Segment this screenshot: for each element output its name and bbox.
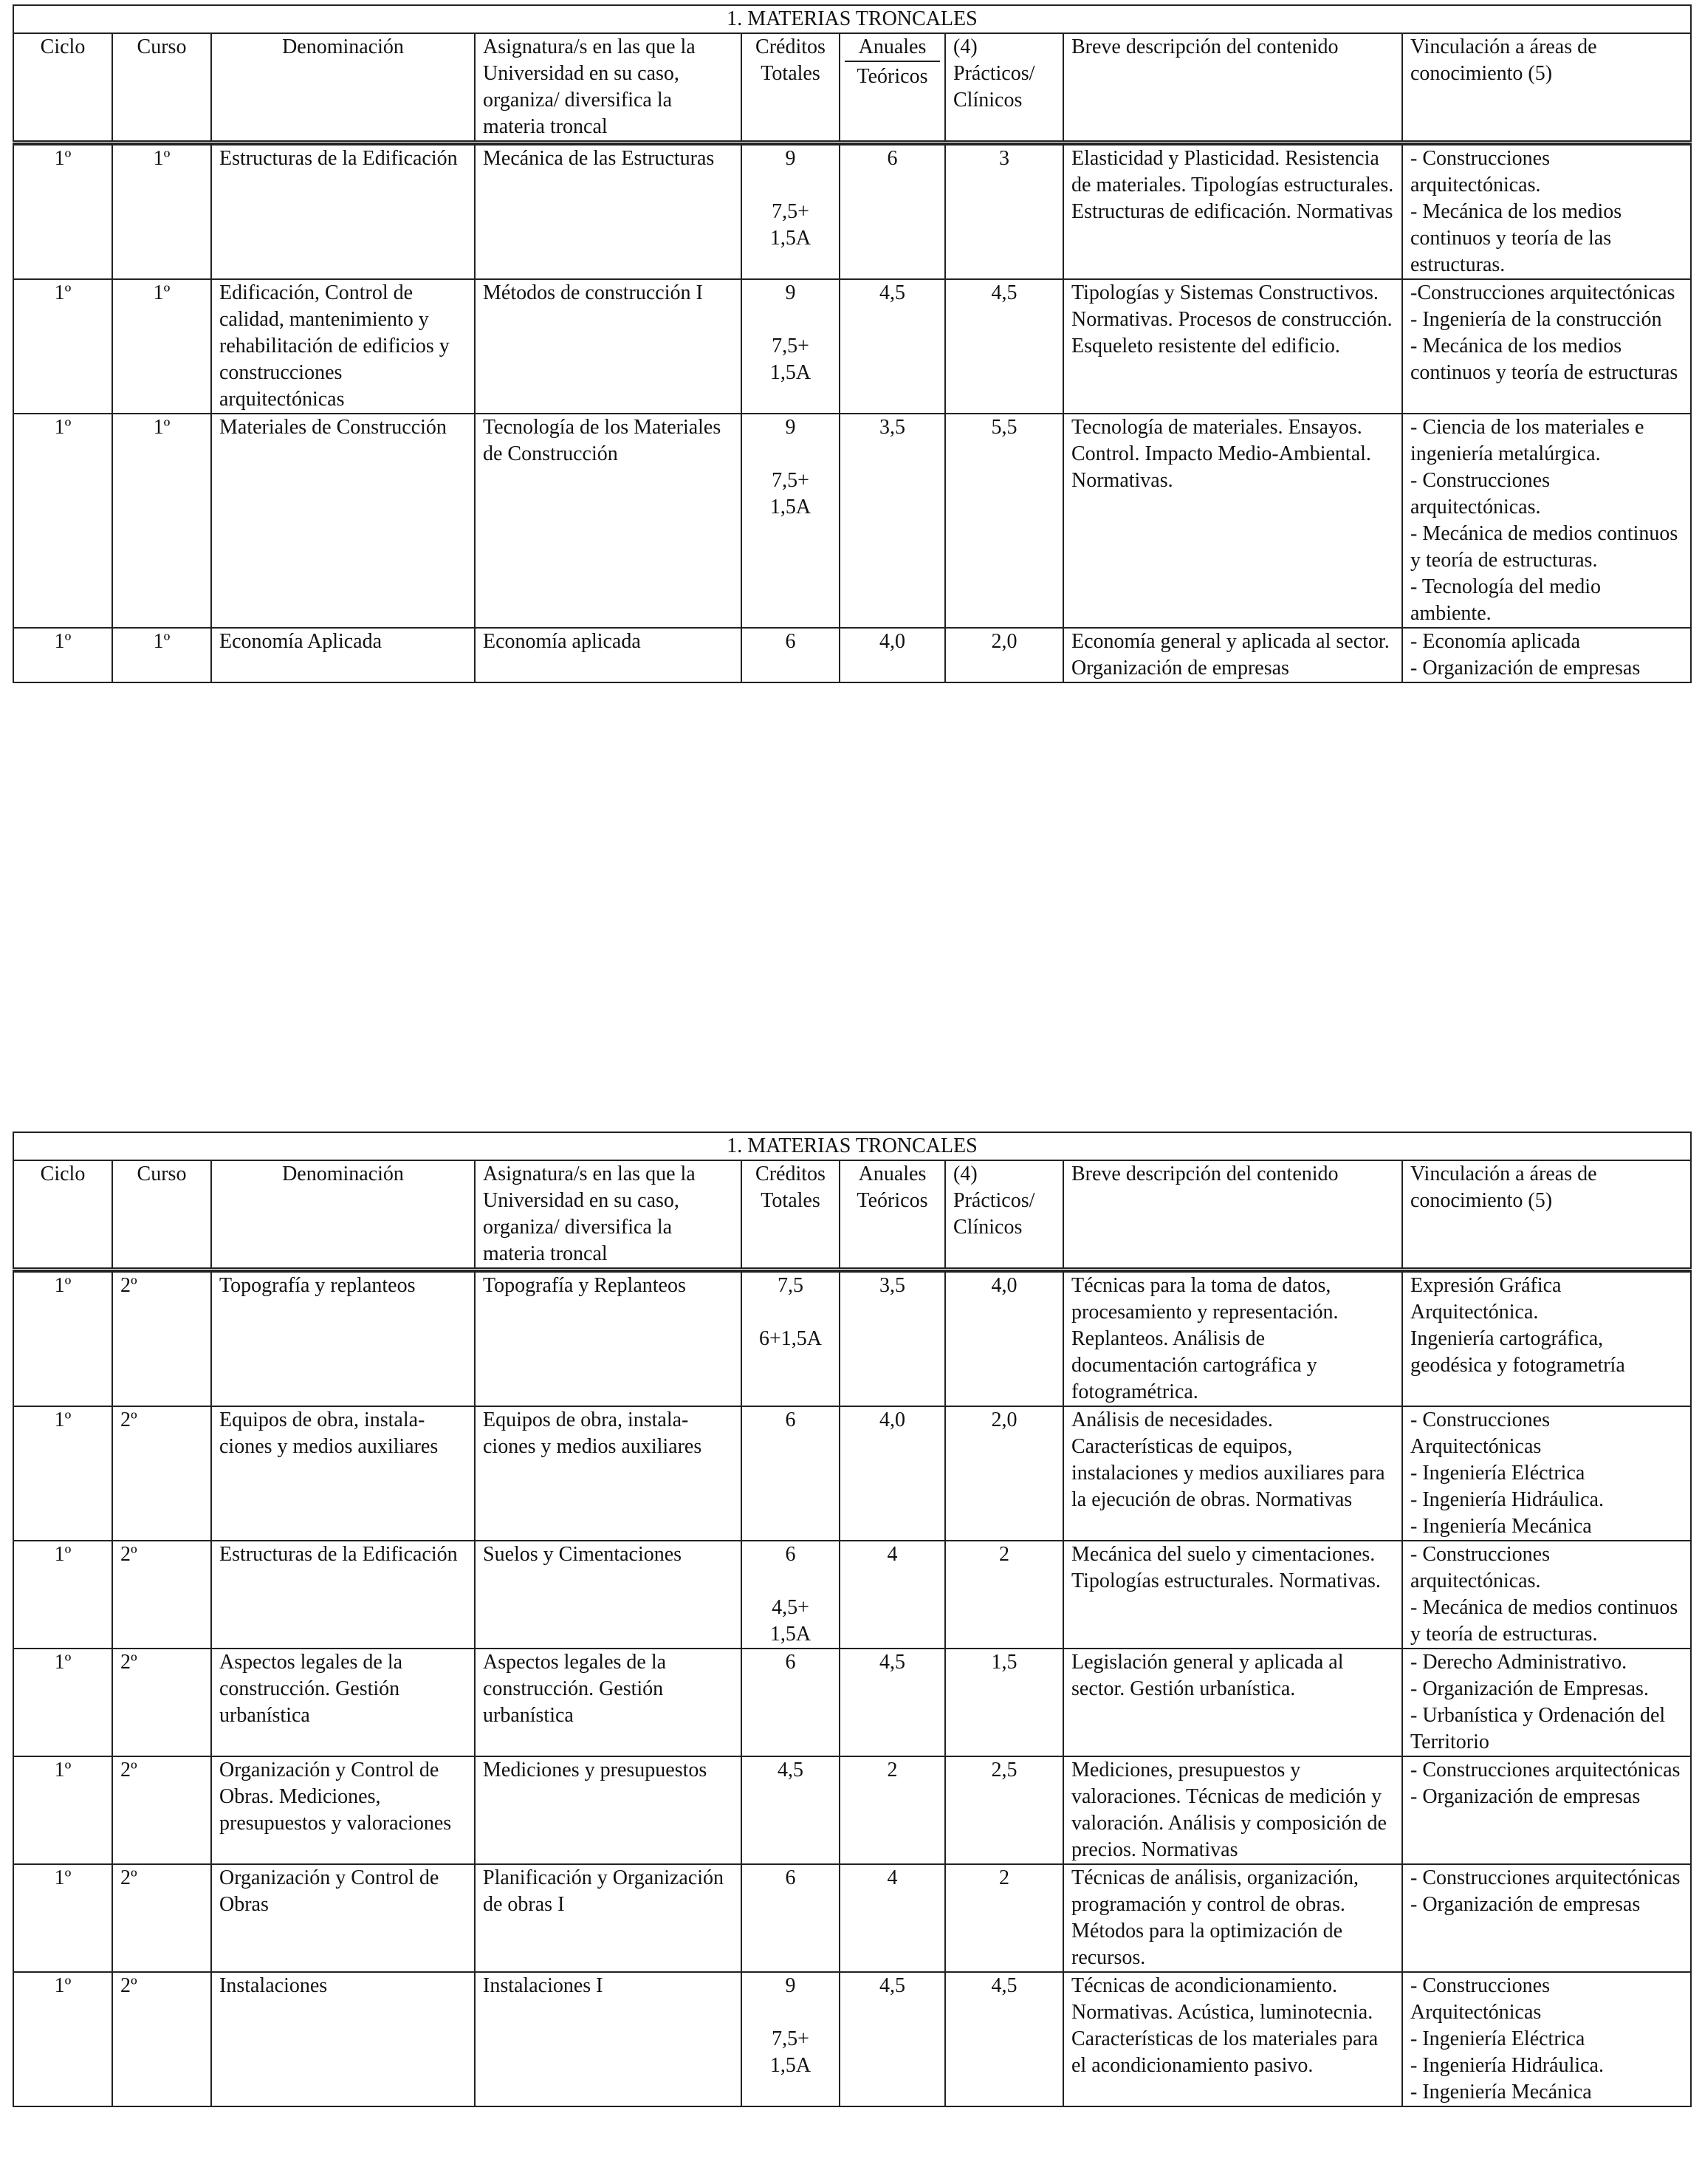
vinculacion-line: - Mecánica de medios continuos y teoría de estructuras. — [1410, 1596, 1678, 1646]
cell-denominacion: Economía Aplicada — [211, 628, 475, 682]
cell-vinculacion — [1402, 1272, 1691, 1406]
troncales-table-1 — [13, 4, 1692, 683]
header-ciclo: Ciclo — [13, 1160, 112, 1270]
table-row — [13, 1864, 1691, 1972]
vinculacion-line: - Construcciones arquitectónicas — [1410, 1866, 1681, 1889]
table-row — [13, 1972, 1691, 2106]
cell-creditos — [741, 628, 840, 682]
vinculacion-line: - Mecánica de los medios continuos y teoría de las estructuras. — [1410, 200, 1622, 276]
creditos-total: 9 — [785, 1974, 796, 1997]
cell-practicos: 5,5 — [945, 414, 1063, 628]
table-body — [13, 1272, 1691, 2106]
header-denominacion: Denominación — [211, 1160, 475, 1270]
cell-descripcion: Técnicas de acondicionamiento. Normativas. Acústica, luminotecnia. Características de los materiales para el acondicionamiento pasivo. — [1063, 1972, 1402, 2106]
table-row — [13, 628, 1691, 682]
creditos-total: 4,5 — [778, 1759, 803, 1781]
cell-vinculacion — [1402, 414, 1691, 628]
cell-curso: 1º — [112, 414, 211, 628]
cell-denominacion: Topografía y replanteos — [211, 1272, 475, 1406]
vinculacion-line: -Construcciones arquitectónicas — [1410, 281, 1675, 304]
header-ciclo: Ciclo — [13, 33, 112, 143]
cell-descripcion: Mecánica del suelo y cimentaciones. Tipologías estructurales. Normativas. — [1063, 1541, 1402, 1649]
table-row — [13, 1541, 1691, 1649]
creditos-total: 9 — [785, 281, 796, 304]
cell-curso: 2º — [112, 1272, 211, 1406]
table-row — [13, 1406, 1691, 1541]
cell-curso: 2º — [112, 1541, 211, 1649]
cell-ciclo: 1º — [13, 145, 112, 279]
header-anuales: Anuales — [845, 34, 940, 62]
cell-practicos: 2 — [945, 1864, 1063, 1972]
vinculacion-line: Expresión Gráfica Arquitectónica. — [1410, 1274, 1562, 1324]
cell-creditos — [741, 1972, 840, 2106]
creditos-total: 9 — [785, 147, 796, 170]
header-creditos: Créditos Totales — [741, 1160, 840, 1270]
cell-denominacion: Equipos de obra, instala-ciones y medios auxiliares — [211, 1406, 475, 1541]
cell-ciclo: 1º — [13, 1972, 112, 2106]
cell-curso: 2º — [112, 1972, 211, 2106]
vinculacion-line: - Ingeniería Eléctrica — [1410, 1462, 1585, 1485]
vinculacion-line: - Construcciones arquitectónicas — [1410, 1759, 1681, 1781]
cell-asignatura: Planificación y Organización de obras I — [475, 1864, 741, 1972]
header-asignatura: Asignatura/s en las que la Universidad en su caso, organiza/ diversifica la materia troncal — [475, 33, 741, 143]
header-descripcion: Breve descripción del contenido — [1063, 33, 1402, 143]
cell-creditos — [741, 1756, 840, 1864]
creditos-split: 7,5+ 1,5A — [769, 2027, 811, 2077]
table-row — [13, 1756, 1691, 1864]
vinculacion-line: - Ingeniería Mecánica — [1410, 1515, 1592, 1538]
cell-teoricos: 2 — [840, 1756, 945, 1864]
cell-teoricos: 4,5 — [840, 279, 945, 414]
cell-ciclo: 1º — [13, 1756, 112, 1864]
vinculacion-line: Ingeniería cartográfica, geodésica y fotogrametría — [1410, 1327, 1625, 1377]
cell-teoricos: 3,5 — [840, 414, 945, 628]
cell-practicos: 4,0 — [945, 1272, 1063, 1406]
cell-vinculacion — [1402, 279, 1691, 414]
cell-vinculacion — [1402, 1541, 1691, 1649]
table-title: 1. MATERIAS TRONCALES — [13, 1132, 1691, 1160]
cell-ciclo: 1º — [13, 1272, 112, 1406]
cell-denominacion: Estructuras de la Edificación — [211, 1541, 475, 1649]
cell-asignatura: Topografía y Replanteos — [475, 1272, 741, 1406]
cell-descripcion: Elasticidad y Plasticidad. Resistencia de materiales. Tipologías estructurales. Estructuras de edificación. Normativas — [1063, 145, 1402, 279]
cell-practicos: 3 — [945, 145, 1063, 279]
header-teoricos: Teóricos — [857, 65, 928, 88]
cell-curso: 1º — [112, 145, 211, 279]
creditos-split: 7,5+ 1,5A — [769, 335, 811, 384]
vinculacion-line: - Construcciones arquitectónicas. — [1410, 147, 1550, 196]
creditos-split: 7,5+ 1,5A — [769, 200, 811, 250]
vinculacion-line: - Ingeniería Eléctrica — [1410, 2027, 1585, 2050]
table-body — [13, 145, 1691, 682]
table-row — [13, 279, 1691, 414]
header-asignatura: Asignatura/s en las que la Universidad en su caso, organiza/ diversifica la materia troncal — [475, 1160, 741, 1270]
cell-curso: 1º — [112, 628, 211, 682]
vinculacion-line: - Derecho Administrativo. — [1410, 1651, 1627, 1674]
creditos-total: 9 — [785, 416, 796, 439]
cell-asignatura: Aspectos legales de la construcción. Gestión urbanística — [475, 1649, 741, 1756]
cell-asignatura: Equipos de obra, instala-ciones y medios auxiliares — [475, 1406, 741, 1541]
cell-denominacion: Organización y Control de Obras. Mediciones, presupuestos y valoraciones — [211, 1756, 475, 1864]
cell-ciclo: 1º — [13, 1649, 112, 1756]
cell-descripcion: Técnicas de análisis, organización, programación y control de obras. Métodos para la optimización de recursos. — [1063, 1864, 1402, 1972]
cell-asignatura: Mecánica de las Estructuras — [475, 145, 741, 279]
cell-descripcion: Tecnología de materiales. Ensayos. Control. Impacto Medio-Ambiental. Normativas. — [1063, 414, 1402, 628]
cell-creditos — [741, 1272, 840, 1406]
cell-curso: 1º — [112, 279, 211, 414]
cell-asignatura: Tecnología de los Materiales de Construcción — [475, 414, 741, 628]
table-row — [13, 1649, 1691, 1756]
header-anuales-teoricos — [840, 33, 945, 143]
cell-creditos — [741, 1541, 840, 1649]
vinculacion-line: - Mecánica de medios continuos y teoría de estructuras. — [1410, 522, 1678, 572]
cell-ciclo: 1º — [13, 628, 112, 682]
cell-asignatura: Suelos y Cimentaciones — [475, 1541, 741, 1649]
vinculacion-line: - Tecnología del medio ambiente. — [1410, 575, 1602, 625]
cell-teoricos: 4,0 — [840, 628, 945, 682]
header-curso: Curso — [112, 33, 211, 143]
cell-ciclo: 1º — [13, 1541, 112, 1649]
cell-teoricos: 6 — [840, 145, 945, 279]
cell-vinculacion — [1402, 628, 1691, 682]
header-practicos: (4) Prácticos/ Clínicos — [945, 1160, 1063, 1270]
cell-denominacion: Aspectos legales de la construcción. Gestión urbanística — [211, 1649, 475, 1756]
creditos-total: 7,5 — [778, 1274, 803, 1297]
cell-teoricos: 4,0 — [840, 1406, 945, 1541]
cell-practicos: 4,5 — [945, 1972, 1063, 2106]
cell-curso: 2º — [112, 1649, 211, 1756]
cell-curso: 2º — [112, 1406, 211, 1541]
cell-descripcion: Técnicas para la toma de datos, procesamiento y representación. Replanteos. Análisis de documentación cartográfica y fotogramétrica. — [1063, 1272, 1402, 1406]
cell-denominacion: Edificación, Control de calidad, mantenimiento y rehabilitación de edificios y construcciones arquitectónicas — [211, 279, 475, 414]
cell-creditos — [741, 1406, 840, 1541]
cell-vinculacion — [1402, 1406, 1691, 1541]
cell-creditos — [741, 1864, 840, 1972]
cell-curso: 2º — [112, 1864, 211, 1972]
troncales-table-2 — [13, 1132, 1692, 2107]
creditos-total: 6 — [785, 1408, 796, 1431]
cell-vinculacion — [1402, 1972, 1691, 2106]
vinculacion-line: - Ciencia de los materiales e ingeniería metalúrgica. — [1410, 416, 1644, 465]
vinculacion-line: - Urbanística y Ordenación del Territorio — [1410, 1704, 1666, 1753]
header-vinculacion: Vinculación a áreas de conocimiento (5) — [1402, 1160, 1691, 1270]
header-descripcion: Breve descripción del contenido — [1063, 1160, 1402, 1270]
cell-practicos: 1,5 — [945, 1649, 1063, 1756]
creditos-split: 4,5+ 1,5A — [769, 1596, 811, 1646]
vinculacion-line: - Ingeniería Mecánica — [1410, 2081, 1592, 2103]
creditos-split: 6+1,5A — [758, 1327, 822, 1350]
cell-teoricos: 4 — [840, 1541, 945, 1649]
cell-creditos — [741, 145, 840, 279]
table-row — [13, 414, 1691, 628]
cell-practicos: 4,5 — [945, 279, 1063, 414]
vinculacion-line: - Economía aplicada — [1410, 630, 1581, 653]
vinculacion-line: - Ingeniería Hidráulica. — [1410, 2054, 1604, 2077]
cell-descripcion: Análisis de necesidades. Características de equipos, instalaciones y medios auxiliares para la ejecución de obras. Normativas — [1063, 1406, 1402, 1541]
vinculacion-line: - Construcciones arquitectónicas. — [1410, 1543, 1550, 1592]
cell-vinculacion — [1402, 1649, 1691, 1756]
table-title: 1. MATERIAS TRONCALES — [13, 5, 1691, 33]
vinculacion-line: - Organización de Empresas. — [1410, 1677, 1649, 1700]
cell-creditos — [741, 279, 840, 414]
vinculacion-line: - Construcciones arquitectónicas. — [1410, 469, 1550, 518]
cell-descripcion: Economía general y aplicada al sector. Organización de empresas — [1063, 628, 1402, 682]
cell-practicos: 2,5 — [945, 1756, 1063, 1864]
creditos-split: 7,5+ 1,5A — [769, 469, 811, 518]
cell-denominacion: Estructuras de la Edificación — [211, 145, 475, 279]
cell-denominacion: Materiales de Construcción — [211, 414, 475, 628]
cell-asignatura: Instalaciones I — [475, 1972, 741, 2106]
cell-ciclo: 1º — [13, 1864, 112, 1972]
cell-vinculacion — [1402, 1756, 1691, 1864]
cell-ciclo: 1º — [13, 279, 112, 414]
cell-asignatura: Mediciones y presupuestos — [475, 1756, 741, 1864]
vinculacion-line: - Ingeniería Hidráulica. — [1410, 1488, 1604, 1511]
creditos-total: 6 — [785, 1651, 796, 1674]
cell-practicos: 2,0 — [945, 1406, 1063, 1541]
cell-denominacion: Organización y Control de Obras — [211, 1864, 475, 1972]
header-curso: Curso — [112, 1160, 211, 1270]
header-vinculacion: Vinculación a áreas de conocimiento (5) — [1402, 33, 1691, 143]
cell-practicos: 2,0 — [945, 628, 1063, 682]
cell-descripcion: Tipologías y Sistemas Constructivos. Normativas. Procesos de construcción. Esqueleto resistente del edificio. — [1063, 279, 1402, 414]
table-row — [13, 145, 1691, 279]
vinculacion-line: - Organización de empresas — [1410, 657, 1641, 679]
cell-teoricos: 4 — [840, 1864, 945, 1972]
cell-vinculacion — [1402, 1864, 1691, 1972]
cell-descripcion: Mediciones, presupuestos y valoraciones. Técnicas de medición y valoración. Análisis y composición de precios. Normativas — [1063, 1756, 1402, 1864]
cell-curso: 2º — [112, 1756, 211, 1864]
header-anuales-teoricos: Anuales Teóricos — [840, 1160, 945, 1270]
header-creditos: Créditos Totales — [741, 33, 840, 143]
cell-asignatura: Economía aplicada — [475, 628, 741, 682]
header-denominacion: Denominación — [211, 33, 475, 143]
creditos-total: 6 — [785, 1543, 796, 1566]
cell-vinculacion — [1402, 145, 1691, 279]
vinculacion-line: - Organización de empresas — [1410, 1785, 1641, 1808]
header-practicos: (4) Prácticos/ Clínicos — [945, 33, 1063, 143]
vinculacion-line: - Mecánica de los medios continuos y teoría de estructuras — [1410, 335, 1678, 384]
cell-asignatura: Métodos de construcción I — [475, 279, 741, 414]
cell-practicos: 2 — [945, 1541, 1063, 1649]
cell-descripcion: Legislación general y aplicada al sector. Gestión urbanística. — [1063, 1649, 1402, 1756]
cell-creditos — [741, 1649, 840, 1756]
cell-teoricos: 4,5 — [840, 1972, 945, 2106]
cell-creditos — [741, 414, 840, 628]
vinculacion-line: - Construcciones Arquitectónicas — [1410, 1408, 1550, 1458]
vinculacion-line: - Construcciones Arquitectónicas — [1410, 1974, 1550, 2024]
cell-ciclo: 1º — [13, 1406, 112, 1541]
table-row — [13, 1272, 1691, 1406]
creditos-total: 6 — [785, 1866, 796, 1889]
cell-ciclo: 1º — [13, 414, 112, 628]
cell-denominacion: Instalaciones — [211, 1972, 475, 2106]
cell-teoricos: 3,5 — [840, 1272, 945, 1406]
creditos-total: 6 — [785, 630, 796, 653]
vinculacion-line: - Ingeniería de la construcción — [1410, 308, 1662, 331]
cell-teoricos: 4,5 — [840, 1649, 945, 1756]
vinculacion-line: - Organización de empresas — [1410, 1893, 1641, 1916]
